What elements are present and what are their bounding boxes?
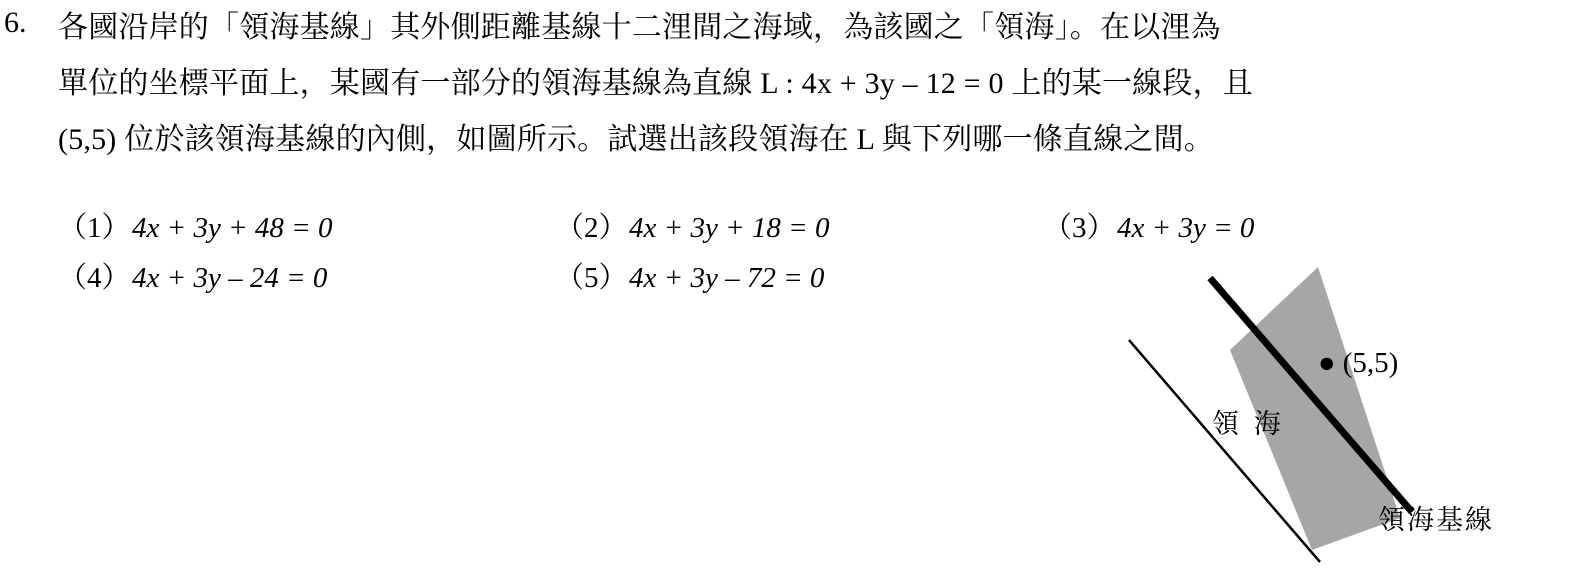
territorial-sea-diagram <box>1100 250 1582 574</box>
option-5-label: （5） <box>555 262 628 294</box>
option-2-label: （2） <box>555 212 628 244</box>
baseline-label: 領海基線 <box>1378 505 1494 535</box>
question-line-2: 單位的坐標平面上，某國有一部分的領海基線為直線 L : 4x + 3y – 12 = 0 上的某一線段，且 <box>58 67 1253 100</box>
option-3-text: 4x + 3y = 0 <box>1117 212 1255 244</box>
option-4-text: 4x + 3y – 24 = 0 <box>132 262 328 294</box>
option-2-text: 4x + 3y + 18 = 0 <box>629 212 830 244</box>
option-1[interactable] <box>58 208 332 248</box>
diagram-svg <box>1100 250 1582 574</box>
option-3[interactable] <box>1043 208 1254 248</box>
option-4-label: （4） <box>58 262 131 294</box>
question-number: 6. <box>4 6 27 39</box>
option-4[interactable] <box>58 258 327 298</box>
option-1-text: 4x + 3y + 48 = 0 <box>132 212 333 244</box>
option-1-label: （1） <box>58 212 131 244</box>
option-5[interactable] <box>555 258 824 298</box>
question-text <box>58 0 1574 168</box>
question-line-3: (5,5) 位於該領海基線的內側，如圖所示。試選出該段領海在 L 與下列哪一條直線之間。 <box>58 123 1214 156</box>
question-line-1: 各國沿岸的「領海基線」其外側距離基線十二浬間之海域，為該國之「領海」。在以浬為 <box>58 11 1221 44</box>
option-3-label: （3） <box>1043 212 1116 244</box>
option-5-text: 4x + 3y – 72 = 0 <box>629 262 825 294</box>
point-label: ● (5,5) <box>1318 347 1399 379</box>
option-2[interactable] <box>555 208 829 248</box>
region-label: 領 海 <box>1212 409 1285 439</box>
